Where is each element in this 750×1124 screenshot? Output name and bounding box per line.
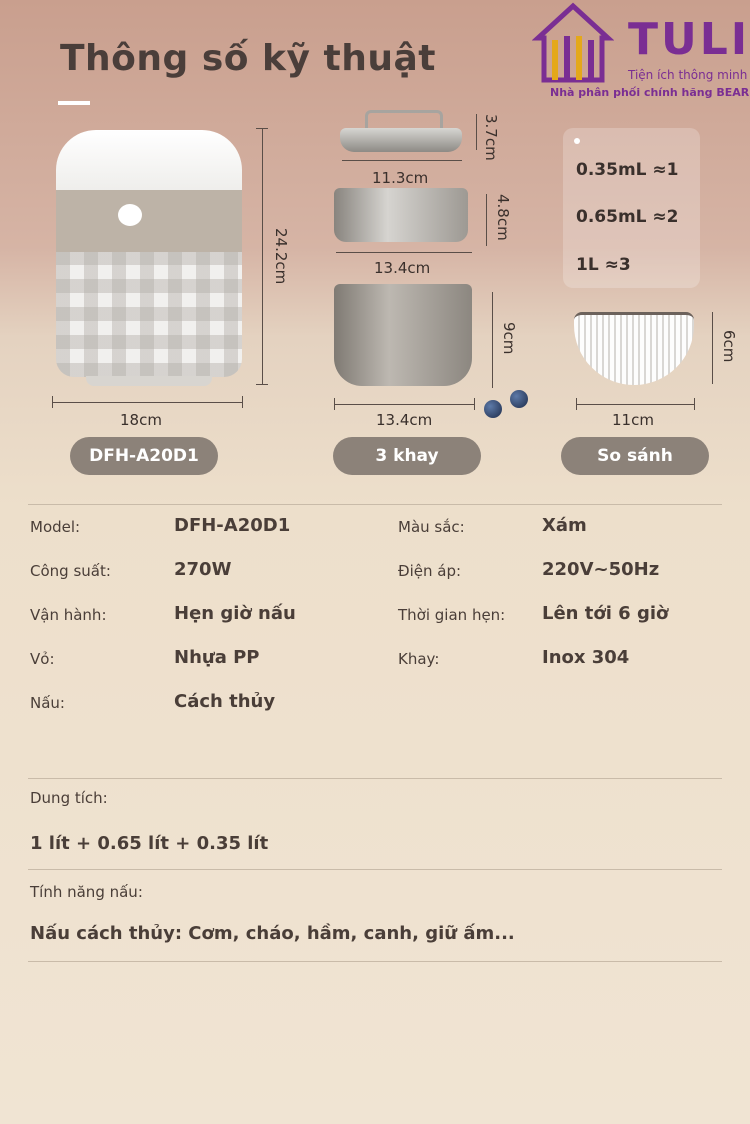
tick — [474, 398, 475, 410]
cooker-height-label: 24.2cm — [272, 228, 290, 285]
divider — [28, 778, 722, 779]
tray2-height-line — [486, 194, 487, 246]
brand-name: TULI — [628, 14, 750, 65]
cooker-foot — [86, 376, 212, 386]
model-pill: DFH-A20D1 — [70, 437, 218, 475]
tick — [256, 384, 268, 385]
tray2-height-label: 4.8cm — [494, 194, 512, 241]
title-underline — [58, 101, 90, 105]
spec-value-operation: Hẹn giờ nấu — [174, 603, 296, 624]
tick — [576, 398, 577, 410]
bowl — [574, 312, 694, 385]
bowl-height-label: 6cm — [720, 330, 738, 363]
brand-tagline: Tiện ích thông minh — [628, 68, 748, 82]
compare-pill: So sánh — [561, 437, 709, 475]
spec-label-shell: Vỏ: — [30, 650, 55, 668]
trays-pill: 3 khay — [333, 437, 481, 475]
tray3-height-line — [492, 292, 493, 388]
page-title: Thông số kỹ thuật — [60, 38, 436, 79]
tick — [242, 396, 243, 408]
tick — [334, 398, 335, 410]
spec-label-timer: Thời gian hẹn: — [398, 606, 506, 624]
bowl-width-label: 11cm — [612, 411, 654, 429]
bear-logo-icon — [118, 204, 142, 226]
brand-subline: Nhà phân phối chính hãng BEAR — [550, 86, 750, 99]
spec-label-operation: Vận hành: — [30, 606, 107, 624]
cooker-width-line — [52, 402, 242, 403]
divider — [28, 504, 722, 505]
tick — [256, 128, 268, 129]
blueberry-icon — [484, 400, 502, 418]
tick — [52, 396, 53, 408]
tray3-width-label: 13.4cm — [376, 411, 433, 429]
spec-value-color: Xám — [542, 515, 587, 536]
tray-medium — [334, 188, 468, 242]
bowl-height-line — [712, 312, 713, 384]
tray3-width-line — [334, 404, 474, 405]
capacity-label: Dung tích: — [30, 789, 108, 807]
spec-label-model: Model: — [30, 518, 81, 536]
tray2-width-label: 13.4cm — [374, 259, 431, 277]
spec-label-cook: Nấu: — [30, 694, 65, 712]
tray1-height-label: 3.7cm — [482, 114, 500, 161]
spec-value-cook: Cách thủy — [174, 691, 276, 712]
spec-value-tray: Inox 304 — [542, 647, 630, 668]
bullet-dot — [574, 138, 580, 144]
tuli-logo-icon — [532, 2, 614, 84]
tray3-height-label: 9cm — [500, 322, 518, 355]
tick — [694, 398, 695, 410]
spec-label-color: Màu sắc: — [398, 518, 465, 536]
spec-value-shell: Nhựa PP — [174, 647, 260, 668]
bowl-width-line — [576, 404, 694, 405]
cooker-height-line — [262, 128, 263, 384]
tray-small — [340, 128, 462, 152]
spec-value-voltage: 220V~50Hz — [542, 559, 660, 580]
features-value: Nấu cách thủy: Cơm, cháo, hầm, canh, giữ ấm... — [30, 923, 515, 944]
features-label: Tính năng nấu: — [30, 883, 143, 901]
blueberry-icon — [510, 390, 528, 408]
tray-large — [334, 284, 472, 386]
cooker-body — [56, 252, 242, 377]
tray1-height-line — [476, 114, 477, 150]
spec-label-tray: Khay: — [398, 650, 440, 668]
divider — [28, 869, 722, 870]
compare-item: 0.65mL ≈2 — [576, 207, 679, 227]
cooker-band — [56, 190, 242, 252]
tray1-width-label: 11.3cm — [372, 169, 429, 187]
tray1-width-line — [342, 160, 462, 161]
spec-value-model: DFH-A20D1 — [174, 515, 291, 536]
spec-value-power: 270W — [174, 559, 232, 580]
tray2-width-line — [336, 252, 472, 253]
compare-item: 1L ≈3 — [576, 255, 631, 275]
capacity-value: 1 lít + 0.65 lít + 0.35 lít — [30, 833, 269, 854]
spec-label-voltage: Điện áp: — [398, 562, 462, 580]
cooker-width-label: 18cm — [120, 411, 162, 429]
spec-value-timer: Lên tới 6 giờ — [542, 603, 669, 624]
spec-label-power: Công suất: — [30, 562, 111, 580]
compare-item: 0.35mL ≈1 — [576, 160, 679, 180]
divider — [28, 961, 722, 962]
